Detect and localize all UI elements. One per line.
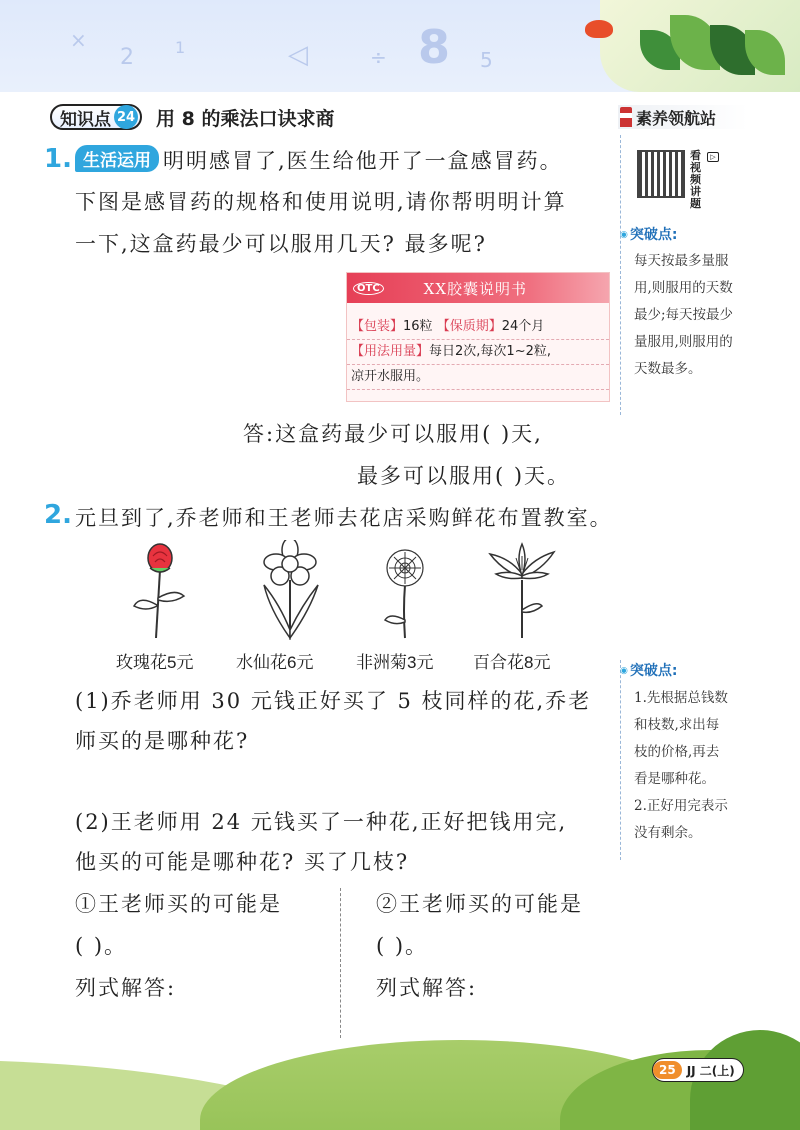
medicine-instruction-card xyxy=(346,272,610,402)
question-2-part-2-line-2: 他买的可能是哪种花? 买了几枝? xyxy=(75,850,410,874)
qr-label: 看视频讲题 xyxy=(690,149,701,210)
knowledge-point-title xyxy=(50,103,334,131)
side-panel-title-text: 素养领航站 xyxy=(636,108,717,128)
otc-badge: OTC xyxy=(353,282,384,295)
knowledge-point-label: 知识点 xyxy=(60,109,111,130)
side-divider xyxy=(620,660,621,860)
question-1-answer-1: 答:这盒药最少可以服用( )天, xyxy=(243,422,543,446)
answer-left-solution-label: 列式解答: xyxy=(75,976,177,1000)
side-divider xyxy=(620,135,621,415)
question-2-part-1-line-1: (1)乔老师用 30 元钱正好买了 5 枝同样的花,乔老 xyxy=(75,689,592,713)
medicine-row-dosage: 【用法用量】每日2次,每次1~2粒, xyxy=(347,340,609,365)
medicine-card-title: XX胶囊说明书 xyxy=(423,279,528,298)
answer-right-prompt: ②王老师买的可能是 xyxy=(376,892,583,916)
answer-column-divider xyxy=(340,888,341,1038)
leaf-decoration xyxy=(600,0,800,92)
answer-right-solution-label: 列式解答: xyxy=(376,976,478,1000)
edition-label: JJ 二(上) xyxy=(686,1063,735,1078)
african-daisy-image xyxy=(365,540,445,640)
page-number: 25 xyxy=(653,1061,682,1079)
flower-price-daisy: 非洲菊3元 xyxy=(356,653,434,672)
page-number-tag xyxy=(652,1058,744,1082)
flower-price-narcissus: 水仙花6元 xyxy=(236,653,314,672)
knowledge-point-heading: 用 8 的乘法口诀求商 xyxy=(156,107,335,130)
question-1-line-3: 一下,这盒药最少可以服用几天? 最多呢? xyxy=(75,232,487,256)
tupo-label-1: ◉ 突破点: xyxy=(620,224,677,244)
question-2-intro: 元旦到了,乔老师和王老师去花店采购鲜花布置教室。 xyxy=(75,506,613,530)
medicine-row-note: 凉开水服用。 xyxy=(347,365,609,390)
life-application-tag: 生活运用 xyxy=(75,145,159,172)
qr-code-icon[interactable] xyxy=(637,150,685,198)
answer-right-blank[interactable]: ( )。 xyxy=(376,934,429,958)
lily-image xyxy=(482,540,562,640)
question-2-number: 2. xyxy=(44,500,72,530)
answer-left-blank[interactable]: ( )。 xyxy=(75,934,128,958)
header-band: × 2 1 ◁ ÷ 8 5 xyxy=(0,0,800,92)
tupo-text-1: 每天按最多量服 用,则服用的天数 最少;每天按最少 量服用,则服用的 天数最多。 xyxy=(634,253,734,377)
question-1-line-2: 下图是感冒药的规格和使用说明,请你帮明明计算 xyxy=(75,190,567,214)
lighthouse-icon xyxy=(620,107,632,127)
question-1-answer-2: 最多可以服用( )天。 xyxy=(357,464,571,488)
tupo-label-2: ◉ 突破点: xyxy=(620,660,677,680)
flower-price-lily: 百合花8元 xyxy=(473,653,551,672)
knowledge-point-badge xyxy=(50,104,142,130)
question-2-part-1-line-2: 师买的是哪种花? xyxy=(75,729,250,753)
question-1-line-1: 生活运用 明明感冒了,医生给他开了一盒感冒药。 xyxy=(75,145,563,175)
rose-image xyxy=(120,540,200,640)
medicine-row-package: 【包装】16粒 【保质期】24个月 xyxy=(347,315,609,340)
question-2-part-2-line-1: (2)王老师用 24 元钱买了一种花,正好把钱用完, xyxy=(75,810,568,834)
tupo-text-2: 1.先根据总钱数 和枝数,求出每 枝的价格,再去 看是哪种花。 2.正好用完表示 没有剩余。 xyxy=(634,690,728,841)
answer-left-prompt: ①王老师买的可能是 xyxy=(75,892,282,916)
play-video-icon[interactable]: ▷ xyxy=(707,152,719,162)
medicine-card-header xyxy=(347,273,609,303)
narcissus-image xyxy=(250,540,330,640)
knowledge-point-number: 24 xyxy=(114,105,138,129)
question-1-number: 1. xyxy=(44,144,72,174)
flower-price-rose: 玫瑰花5元 xyxy=(116,653,194,672)
side-panel-title xyxy=(618,105,748,129)
